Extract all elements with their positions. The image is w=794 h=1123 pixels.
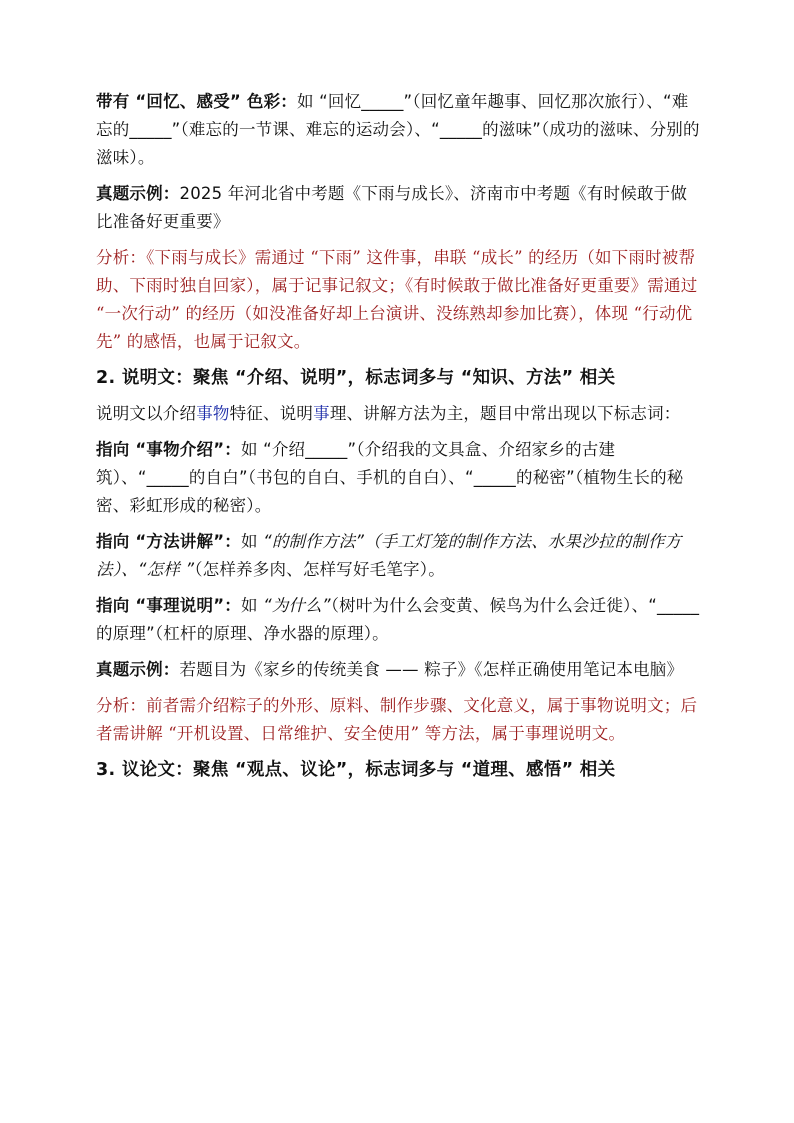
heading-argumentative: 3. 议论文：聚焦 “观点、议论”，标志词多与 “道理、感悟” 相关 xyxy=(96,760,616,780)
paragraph-reason-explain xyxy=(96,592,700,648)
paragraph-recall-feelings xyxy=(96,88,700,172)
text-method-post: （怎样养多肉、怎样写好毛笔字）。 xyxy=(194,560,445,579)
text-method-pre: 如 xyxy=(240,532,264,551)
intro-text-2: 特征、说明 xyxy=(229,404,314,423)
text-exam-example-2: 若题目为《家乡的传统美食 —— 粽子》《怎样正确使用笔记本电脑》 xyxy=(179,660,684,679)
text-reason-post: （树叶为什么会变黄、候鸟为什么会迁徙）、“_____的原理”（杠杆的原理、净水器的原理）。 xyxy=(96,596,700,643)
label-reason-explain: 指向 “事理说明”： xyxy=(96,596,241,615)
text-reason-pre: 如 xyxy=(240,596,264,615)
label-exam-example-1: 真题示例： xyxy=(96,184,180,203)
label-recall-feelings: 带有 “回忆、感受” 色彩： xyxy=(96,92,297,111)
paragraph-expository-intro xyxy=(96,400,700,428)
label-object-intro: 指向 “事物介绍”： xyxy=(96,440,241,459)
intro-highlight-1: 事物 xyxy=(196,404,230,423)
text-reason-italic: “为什么” xyxy=(263,596,331,615)
text-object-intro: 如 “介绍_____”（介绍我的文具盒、介绍家乡的古建筑）、“_____的自白”（书包的自白、手机的自白）、“_____的秘密”（植物生长的秘密、彩虹形成的秘密）。 xyxy=(96,440,684,515)
paragraph-object-intro xyxy=(96,436,700,520)
paragraph-exam-example-2 xyxy=(96,656,700,684)
intro-text-1: 说明文以介绍 xyxy=(96,404,197,423)
text-method-italic: “的制作方法”（手工灯笼的制作方法、水果沙拉的制作方法）、“怎样 ” xyxy=(96,532,682,579)
text-recall-feelings: 如 “回忆_____”（回忆童年趣事、回忆那次旅行）、“难忘的_____”（难忘的一节课、难忘的运动会）、“_____的滋味”（成功的滋味、分别的滋味）。 xyxy=(96,92,700,167)
label-method-explain: 指向 “方法讲解”： xyxy=(96,532,241,551)
text-exam-example-1: 2025 年河北省中考题《下雨与成长》、济南市中考题《有时候敢于做比准备好更重要》 xyxy=(96,184,688,231)
paragraph-analysis-1: 分析：《下雨与成长》需通过 “下雨” 这件事，串联 “成长” 的经历（如下雨时被帮助、下雨时独自回家），属于记事记叙文；《有时候敢于做比准备好更重要》需通过 “一次行动” 的经历（如没准备好却上台演讲、没练熟却参加比赛），体现 “行动优先” 的感悟，也属于记叙文。 xyxy=(96,248,698,351)
intro-text-3: 理、讲解方法为主，题目中常出现以下标志词： xyxy=(329,404,681,423)
label-exam-example-2: 真题示例： xyxy=(96,660,180,679)
heading-expository: 2. 说明文：聚焦 “介绍、说明”，标志词多与 “知识、方法” 相关 xyxy=(96,368,616,388)
intro-highlight-2: 事 xyxy=(313,404,330,423)
paragraph-method-explain xyxy=(96,528,700,584)
paragraph-exam-example-1 xyxy=(96,180,700,236)
document-page xyxy=(96,88,700,792)
paragraph-analysis-2: 分析：前者需介绍粽子的外形、原料、制作步骤、文化意义，属于事物说明文；后者需讲解 “开机设置、日常维护、安全使用” 等方法，属于事理说明文。 xyxy=(96,696,698,743)
